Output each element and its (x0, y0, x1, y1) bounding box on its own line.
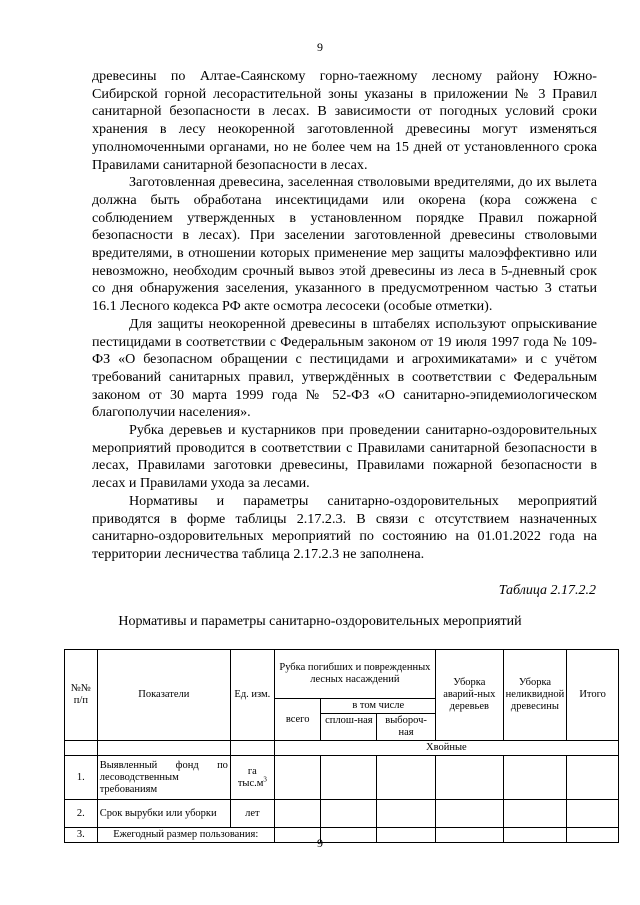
header-total: всего (274, 699, 321, 741)
paragraph-3: Для защиты неокоренной древесины в штабелях используют опрыскивание пестицидами в соответствии с Федеральным законом от 19 июля 1997 года № 109-ФЗ «О безопасном обращении с пестицидами и агрохимикатами» и с учётом требований санитарных правил, утверждённых в соответствии с Федеральным законом от 30 марта 1999 года № 52-ФЗ «О санитарно-эпидемиологическом благополучии населения». (92, 315, 597, 421)
header-clear: сплош-ная (321, 714, 377, 741)
section-coniferous: Хвойные (274, 741, 618, 756)
header-felling: Рубка погибших и поврежденных лесных насаждений (274, 650, 435, 699)
body-text (92, 68, 597, 564)
row-num: 3. (65, 828, 98, 843)
paragraph-1: древесины по Алтае-Саянскому горно-таежному лесному району Южно-Сибирской горной лесорастительной зоны указаны в приложении № 3 Правил санитарной безопасности в лесах. В зависимости от погодных условий сроки хранения в лесу неокоренной заготовленной древесины могут изменяться уполномоченными органами, но не более чем на 15 дней от установленного срока Правилами санитарной безопасности в лесах. (92, 68, 597, 173)
header-including: в том числе (321, 699, 436, 714)
table-caption: Таблица 2.17.2.2 (498, 583, 596, 598)
row-num: 2. (65, 800, 98, 828)
header-indicators: Показатели (97, 650, 230, 741)
header-unit: Ед. изм. (230, 650, 274, 741)
page-number-bottom: 9 (317, 836, 323, 850)
header-illiquid: Уборка неликвидной древесины (503, 650, 567, 741)
header-windfall: Уборка аварий-ных деревьев (435, 650, 503, 741)
row-label: Выявленный фонд по лесоводственным требованиям (97, 756, 230, 800)
table-row (65, 800, 619, 828)
header-num: №№ п/п (65, 650, 98, 741)
header-selective: выбороч-ная (377, 714, 436, 741)
row-unit: лет (230, 800, 274, 828)
row-label: Срок вырубки или уборки (97, 800, 230, 828)
paragraph-5: Нормативы и параметры санитарно-оздоровительных мероприятий приводятся в форме таблицы 2.17.2.3. В связи с отсутствием назначенных санитарно-оздоровительных мероприятий по состоянию на 01.01.2022 года на территории лесничества таблица 2.17.2.3 не заполнена. (92, 492, 597, 562)
row-num: 1. (65, 756, 98, 800)
table-row (65, 756, 619, 800)
norms-table (64, 649, 619, 843)
page-number-top: 9 (317, 40, 323, 54)
paragraph-4: Рубка деревьев и кустарников при проведении санитарно-оздоровительных мероприятий проводится в соответствии с Правилами санитарной безопасности в лесах, Правилами заготовки древесины, Правилами пожарной безопасности в лесах и Правилами ухода за лесами. (92, 422, 597, 492)
header-grand-total: Итого (567, 650, 619, 741)
row-label: Ежегодный размер пользования: (97, 828, 274, 843)
paragraph-2: Заготовленная древесина, заселенная стволовыми вредителями, до их вылета должна быть обработана инсектицидами или окорена (кора сожжена с соблюдением утвержденных в установленном порядке Правил пожарной безопасности в лесах). При заселении заготовленной древесины стволовыми вредителями, в отношении которых применение мер защиты малоэффективно или невозможно, необходим срочный вывоз этой древесины из леса в 5-дневный срок со дня обнаружения заселения, указанного в предусмотренном частью 3 статьи 16.1 Лесного кодекса РФ акте осмотра лесосеки (особые отметки). (92, 174, 597, 315)
row-unit: га $тыс.м^3$ (230, 756, 274, 800)
table-title: Нормативы и параметры санитарно-оздоровительных мероприятий (118, 614, 522, 629)
